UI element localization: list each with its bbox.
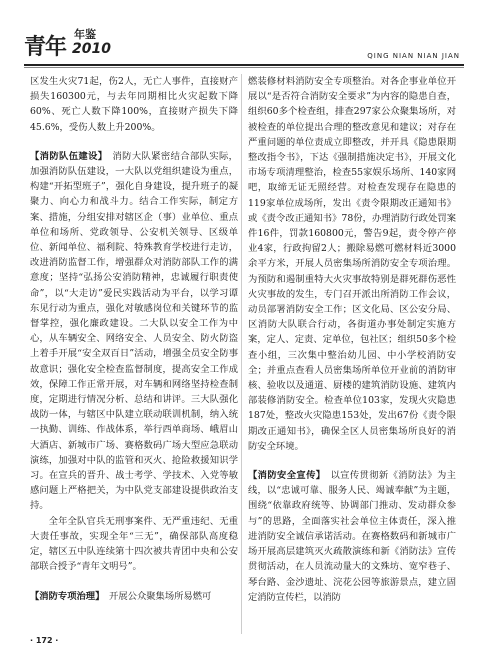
section-fire-team (30, 149, 238, 514)
section-title: 【消防队伍建设】 (30, 150, 103, 162)
column-divider (241, 74, 242, 634)
section-body: 以宣传贯彻新《消防法》为主线，以“忠诚可靠、服务人民、竭诚奉献”为主题，围绕“依靠政府统等、协调部门推动、发动群众参与”的思路，全面落实社会单位主体责任，深入推进消防安全诚信承诺活动。在赛格数码和新城市广场开展高层建筑灭火疏散演练和新《消防法》宣传贯彻活动，在人员流动量大的文殊坊、宽窄巷子、琴台路、金沙遗址、浣花公园等旅游景点，建立固定消防宣传栏，以消防 (248, 470, 456, 603)
logo-title: 青年 (24, 34, 67, 60)
header-rule (24, 64, 464, 66)
header-pinyin: QING NIAN NIAN JIAN (367, 52, 460, 60)
header-rule-thin (24, 67, 464, 68)
left-column (30, 74, 238, 604)
section-fire-publicity (248, 468, 456, 605)
section-title: 【消防专项治理】 (30, 590, 100, 602)
section-special-rectification (30, 589, 238, 604)
page-header (0, 0, 480, 70)
right-column (248, 74, 456, 605)
section-title: 【消防安全宣传】 (248, 470, 321, 482)
page-number: · 172 · (30, 636, 59, 645)
paragraph: 燃装修材料消防安全专项整治。对各企事业单位开展以“是否符合消防安全要求”为内容的隐患自查，组织60多个检查组，排查297家公众聚集场所，对被检查的单位提出合理的整改意见和建议；对存在严重问题的单位责成立即整改，并开具《隐患限期整改指令书》，下达《强制措施决定书》，开展文化市场专项清理整治，检查55家娱乐场所、140家网吧，取缔无证无照经营。对检查发现存在隐患的119家单位成场所，发出《责令限期改正通知书》或《责令改正通知书》78份，办理消防行政处罚案件16件，罚款160800元，警告9起，责令停产停业4家，行政拘留2人；搬除易燃可燃材料近3000余平方米，开展人员密集场所消防安全专项治理。为预防和遏制重特大火灾事故特别是群死群伤恶性火灾事故的发生，专门召开派出所消防工作会议，动员部署消防安全工作；区文化局、区公安分局、区消防大队联合行动，各街道办事处制定实施方案，定人、定责、定单位，包社区；组织50多个检查小组，三次集中整治幼儿园、中小学校消防安全；并重点查看人员密集场所单位开业前的消防审核、验收以及通道、厨楼的建筑消防设施、建筑内部装修消防安全。检查单位103家，发现火灾隐患187处，整改火灾隐患153处，发出67份《责令限期改正通知书》，确保全区人员密集场所良好的消防安全环境。 (248, 76, 456, 452)
logo-year: 2010 (72, 41, 111, 57)
paragraph: 全年全队官兵无刑事案件、无严重违纪、无重大责任事故，实现全年“三无”，确保部队高度稳定，辖区五中队连续第十四次被共青团中央和公安部联合授予“青年文明号”。 (30, 515, 238, 573)
paragraph: 区发生火灾71起，伤2人，无亡人事件，直接财产损失160300元，与去年同期相比火灾起数下降60%、死亡人数下降100%，直接财产损失下降45.6%，受伤人数上升200%。 (30, 76, 238, 133)
logo-nianjian: 年鉴 (74, 28, 96, 41)
section-body: 消防大队紧密结合部队实际，加强消防队伍建设，一大队以党组织建设为重点，构建“开拓型班子”，强化自身建设，提升班子的凝聚力、向心力和战斗力。结合工作实际，制定方案、措施，分组安排对辖区企（事）业单位、重点单位和场所、党政领导、公安机关领导、区级单位、新闻单位、福利院、特殊教育学校进行走访，改进消防监督工作，增强群众对消防部队工作的满意度；坚持“弘扬公安消防精神，忠诚履行职责使命”，以“大走访”爱民实践活动为平台，以学习谭东见行动为重点，强化对敏感岗位和关键环节的监督掌控，强化廉政建设。二大队以安全工作为中心，从车辆安全、网络安全、人员安全、防火防盗上着手开展“安全双百日”活动，增强全员安全防事故意识；强化安全检查监督制度，提高安全工作成效，保障工作正常开展，对车辆和网络坚持检查制度，定期进行情况分析、总结和讲评。三大队强化战防一体，与辖区中队建立联动联训机制，纳入统一执勤、训练、作战体系，举行西单商场、峨眉山大酒店、新城市广场、赛格数码广场大型应急联动演练，加强对中队的监管和灭火、抢险救援知识学习。在宣兵的晋升、战士考学、学技术、入党等敏感问题上严格把关，为中队党支部建设提供政治支持。 (30, 150, 238, 512)
section-body: 开展公众聚集场所易燃可 (109, 590, 212, 602)
